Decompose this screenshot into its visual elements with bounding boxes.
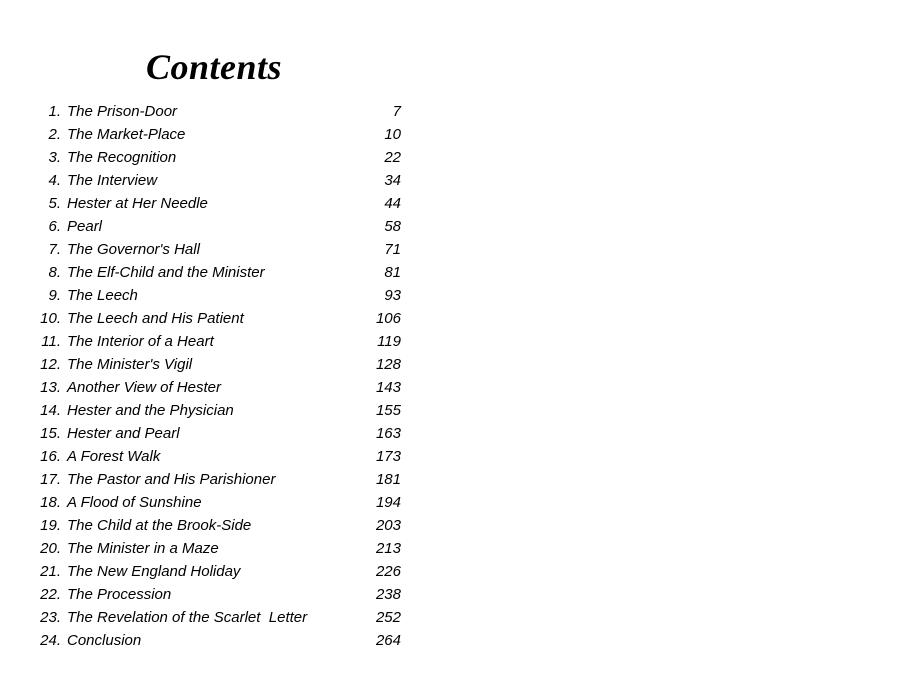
chapter-page-number: 44 [384, 195, 401, 212]
chapter-page-number: 252 [375, 609, 401, 626]
toc-entry [30, 353, 410, 376]
chapter-number: 23. [40, 609, 61, 626]
chapter-title: The Elf-Child and the Minister [67, 264, 265, 281]
chapter-number: 8. [48, 264, 61, 281]
chapter-number: 21. [40, 563, 61, 580]
chapter-number: 11. [41, 333, 61, 350]
chapter-page-number: 81 [384, 264, 401, 281]
chapter-page-number: 213 [375, 540, 401, 557]
chapter-page-number: 10 [384, 126, 401, 143]
chapter-title: Conclusion [67, 632, 142, 649]
toc-entry [30, 100, 410, 123]
chapter-number: 16. [40, 448, 61, 465]
chapter-title: Hester and Pearl [67, 425, 180, 442]
chapter-page-number: 163 [375, 425, 401, 442]
toc-entry [30, 514, 410, 537]
chapter-number: 1. [48, 103, 61, 120]
toc-entry [30, 491, 410, 514]
chapter-number: 4. [48, 172, 61, 189]
table-of-contents [30, 100, 410, 652]
toc-entry [30, 238, 410, 261]
chapter-title: The Minister in a Maze [67, 540, 219, 557]
chapter-title: The Market-Place [67, 126, 186, 143]
chapter-number: 15. [40, 425, 61, 442]
chapter-page-number: 264 [375, 632, 401, 649]
chapter-title: The Governor's Hall [67, 241, 200, 258]
chapter-title: A Flood of Sunshine [67, 494, 202, 511]
chapter-title: The Child at the Brook-Side [67, 517, 252, 534]
toc-entry [30, 537, 410, 560]
toc-entry [30, 192, 410, 215]
chapter-page-number: 7 [392, 103, 401, 120]
toc-entry [30, 468, 410, 491]
chapter-number: 9. [48, 287, 61, 304]
chapter-title: Hester and the Physician [67, 402, 234, 419]
chapter-page-number: 71 [384, 241, 401, 258]
chapter-title: Another View of Hester [67, 379, 221, 396]
chapter-title: The Interview [67, 172, 158, 189]
toc-entry [30, 560, 410, 583]
toc-entry [30, 606, 410, 629]
toc-entry [30, 422, 410, 445]
chapter-page-number: 181 [375, 471, 401, 488]
chapter-page-number: 155 [375, 402, 401, 419]
toc-entry [30, 261, 410, 284]
chapter-page-number: 238 [375, 586, 401, 603]
chapter-number: 6. [48, 218, 61, 235]
chapter-number: 20. [40, 540, 61, 557]
chapter-number: 5. [48, 195, 61, 212]
toc-entry [30, 629, 410, 652]
chapter-number: 12. [40, 356, 61, 373]
chapter-page-number: 203 [375, 517, 401, 534]
chapter-page-number: 34 [384, 172, 401, 189]
chapter-number: 17. [40, 471, 61, 488]
toc-entry [30, 445, 410, 468]
chapter-page-number: 128 [375, 356, 401, 373]
chapter-number: 24. [40, 632, 61, 649]
chapter-number: 22. [40, 586, 61, 603]
chapter-title: The New England Holiday [67, 563, 241, 580]
chapter-page-number: 58 [384, 218, 401, 235]
contents-heading: Contents [146, 47, 283, 87]
chapter-title: Pearl [67, 218, 103, 235]
chapter-number: 14. [40, 402, 61, 419]
chapter-page-number: 22 [384, 149, 401, 166]
chapter-page-number: 226 [375, 563, 401, 580]
toc-entry [30, 399, 410, 422]
toc-entry [30, 583, 410, 606]
chapter-page-number: 143 [375, 379, 401, 396]
chapter-number: 10. [40, 310, 61, 327]
chapter-number: 13. [40, 379, 61, 396]
chapter-title: The Recognition [67, 149, 177, 166]
toc-entry [30, 307, 410, 330]
chapter-number: 18. [40, 494, 61, 511]
chapter-title: The Revelation of the Scarlet Letter [67, 609, 308, 626]
toc-entry [30, 215, 410, 238]
toc-entry [30, 284, 410, 307]
chapter-title: The Leech and His Patient [67, 310, 244, 327]
chapter-number: 3. [48, 149, 61, 166]
chapter-title: A Forest Walk [67, 448, 161, 465]
chapter-page-number: 194 [375, 494, 401, 511]
chapter-number: 19. [40, 517, 61, 534]
chapter-title: The Prison-Door [67, 103, 178, 120]
chapter-number: 2. [48, 126, 61, 143]
chapter-title: The Minister's Vigil [67, 356, 193, 373]
toc-entry [30, 146, 410, 169]
chapter-title: The Procession [67, 586, 172, 603]
chapter-title: The Pastor and His Parishioner [67, 471, 276, 488]
chapter-title: The Leech [67, 287, 138, 304]
chapter-page-number: 119 [377, 333, 401, 350]
chapter-title: The Interior of a Heart [67, 333, 214, 350]
toc-entry [30, 330, 410, 353]
chapter-page-number: 93 [384, 287, 401, 304]
chapter-number: 7. [48, 241, 61, 258]
chapter-page-number: 106 [375, 310, 401, 327]
toc-entry [30, 123, 410, 146]
chapter-title: Hester at Her Needle [67, 195, 208, 212]
toc-entry [30, 376, 410, 399]
toc-entry [30, 169, 410, 192]
chapter-page-number: 173 [375, 448, 401, 465]
